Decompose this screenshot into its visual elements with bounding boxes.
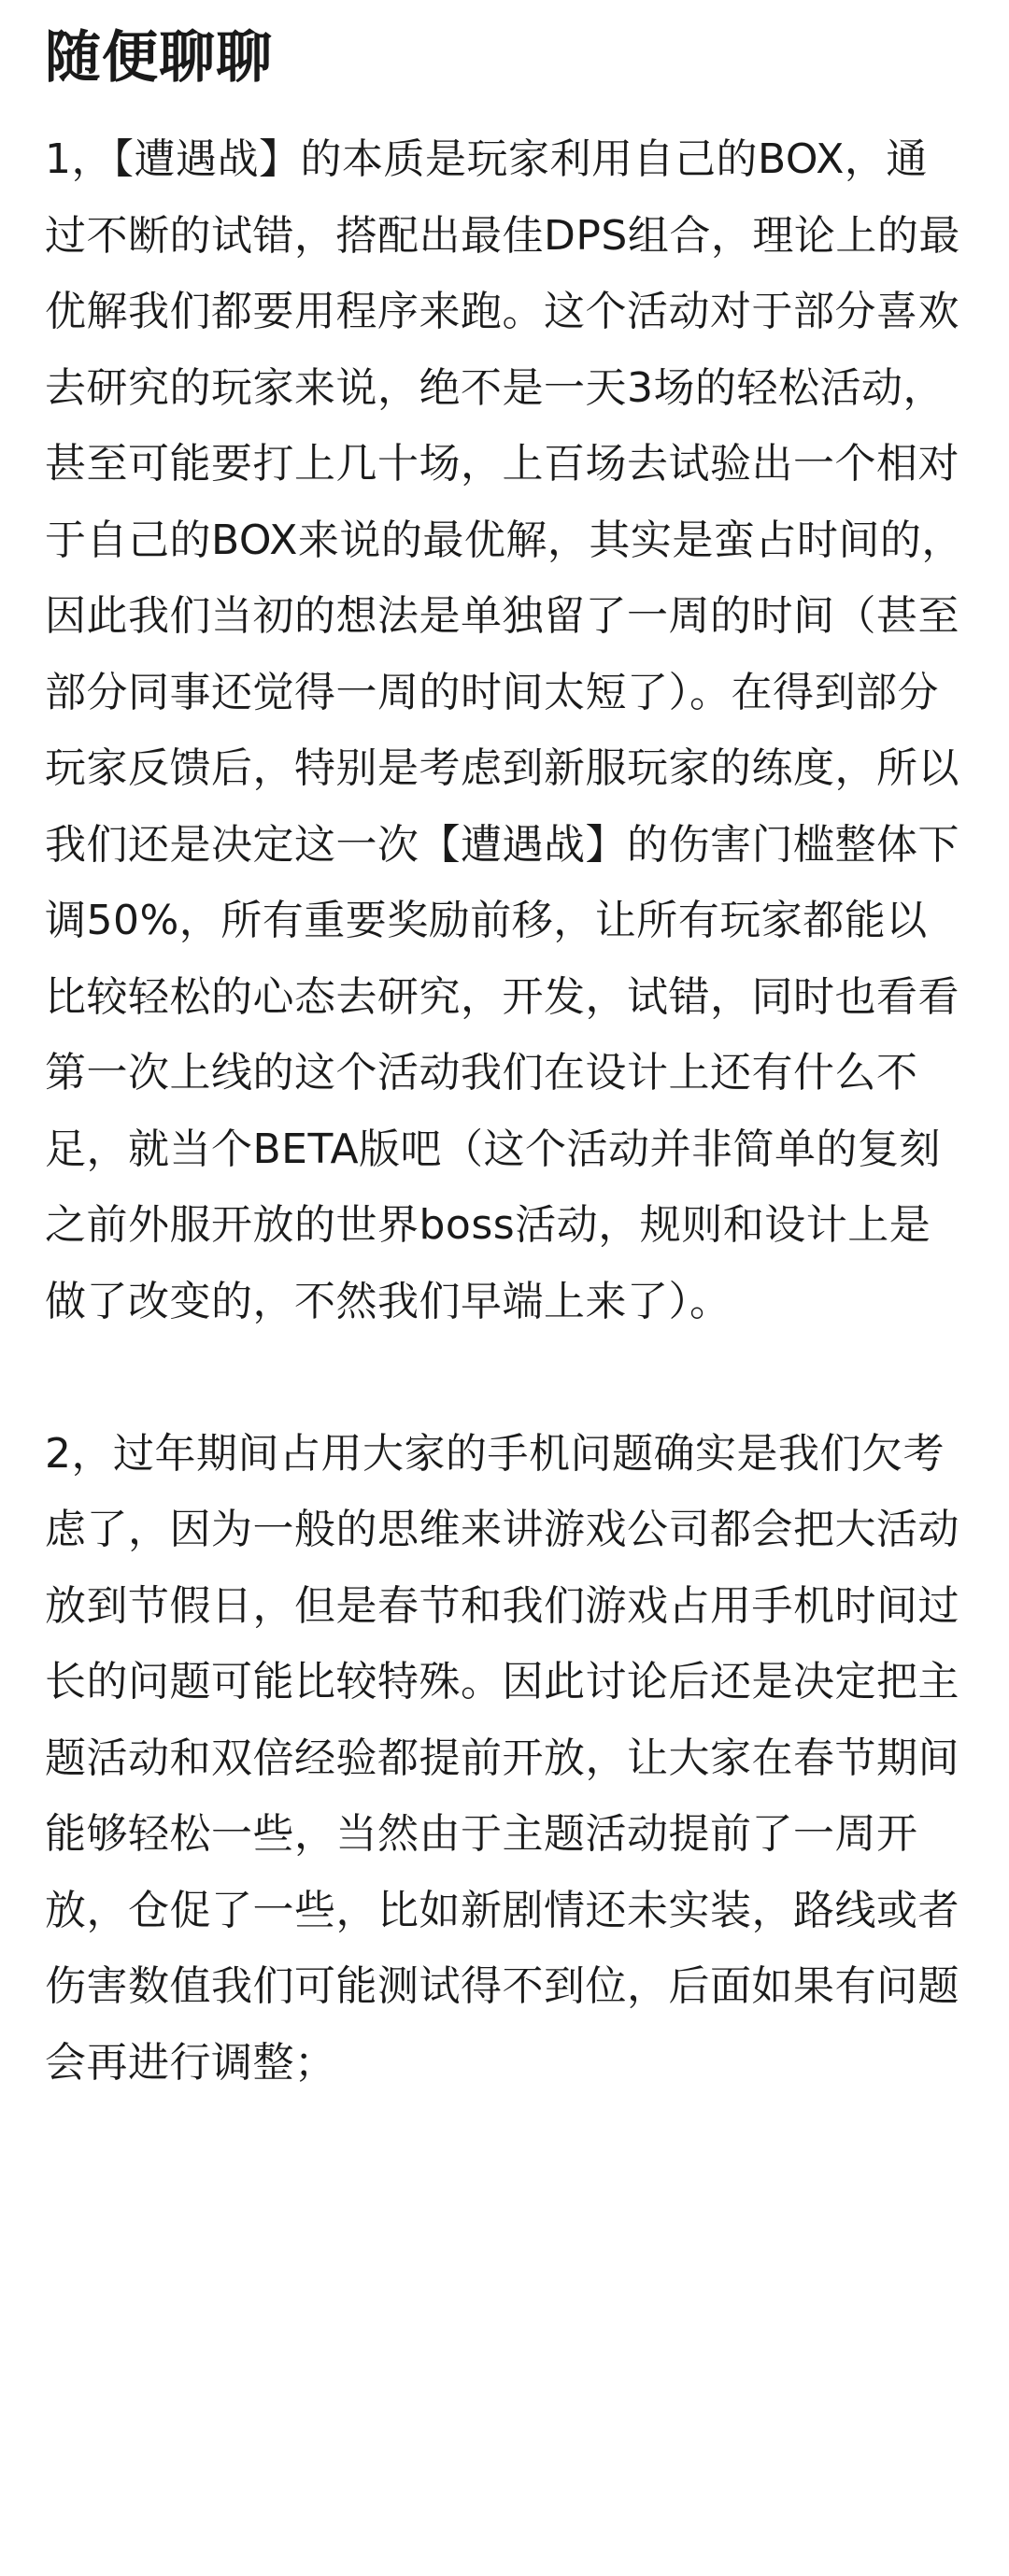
paragraph-1: 1，【遭遇战】的本质是玩家利用自己的BOX，通过不断的试错，搭配出最佳DPS组合，理论上的最优解我们都要用程序来跑。这个活动对于部分喜欢去研究的玩家来说，绝不是一天3场的轻松活动，甚至可能要打上几十场，上百场去试验出一个相对于自己的BOX来说的最优解，其实是蛮占时间的，因此我们当初的想法是单独留了一周的时间（甚至部分同事还觉得一周的时间太短了）。在得到部分玩家反馈后，特别是考虑到新服玩家的练度，所以我们还是决定这一次【遭遇战】的伤害门槛整体下调50%，所有重要奖励前移，让所有玩家都能以比较轻松的心态去研究，开发，试错，同时也看看第一次上线的这个活动我们在设计上还有什么不足，就当个BETA版吧（这个活动并非简单的复刻之前外服开放的世界boss活动，规则和设计上是做了改变的，不然我们早端上来了）。 [45, 135, 963, 1325]
paragraph-2: 2，过年期间占用大家的手机问题确实是我们欠考虑了，因为一般的思维来讲游戏公司都会把大活动放到节假日，但是春节和我们游戏占用手机时间过长的问题可能比较特殊。因此讨论后还是决定把主题活动和双倍经验都提前开放，让大家在春节期间能够轻松一些，当然由于主题活动提前了一周开放，仓促了一些，比如新剧情还未实装，路线或者伤害数值我们可能测试得不到位，后面如果有问题会再进行调整； [45, 1429, 959, 2087]
post-title: 随便聊聊 [45, 25, 273, 91]
